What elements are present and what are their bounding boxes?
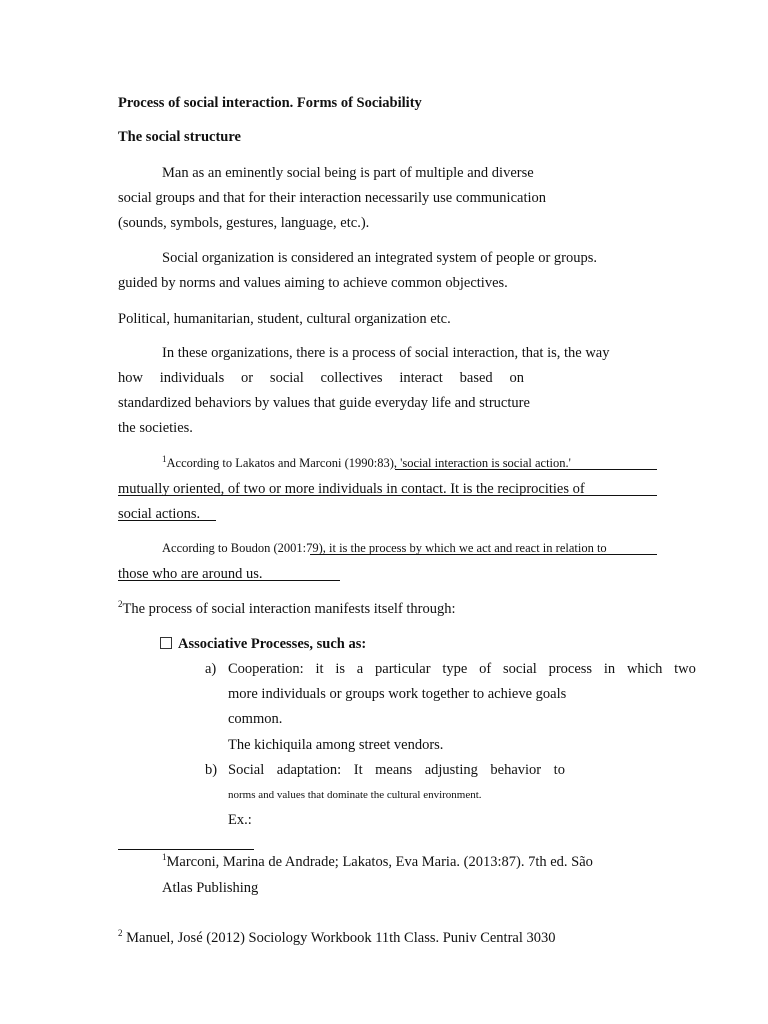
footnote-marker: 1 <box>162 453 167 464</box>
footnote-1-text: Marconi, Marina de Andrade; Lakatos, Eva Maria. (2013:87). 7th ed. São <box>166 854 593 870</box>
footnote-2 <box>118 929 556 947</box>
word: social <box>269 370 304 386</box>
word: in <box>603 661 616 677</box>
paragraph-3: Political, humanitarian, student, cultural organization etc. <box>118 311 451 327</box>
word: based <box>459 370 493 386</box>
paragraph-2-line-2: guided by norms and values aiming to achieve common objectives. <box>118 275 508 291</box>
word: interact <box>399 370 443 386</box>
quote-2-line-2: those who are around us. <box>118 566 263 582</box>
paragraph-2-line-1: Social organization is considered an integrated system of people or groups. <box>162 250 598 266</box>
quote-1-line-3: social actions. <box>118 506 201 522</box>
word: to <box>553 762 565 778</box>
underline <box>118 495 657 496</box>
word: is <box>335 661 346 677</box>
underline <box>395 469 657 470</box>
footnote-2-text: Manuel, José (2012) Sociology Workbook 11th Class. Puniv Central 3030 <box>126 930 556 946</box>
word: how <box>118 370 143 386</box>
document-title: Process of social interaction. Forms of Sociability <box>118 95 422 111</box>
item-b-line-1 <box>228 761 565 779</box>
paragraph-4-line-3: standardized behaviors by values that guide everyday life and structure <box>118 395 530 411</box>
section-heading: The social structure <box>118 129 241 145</box>
item-a-line-2: more individuals or groups work together to achieve goals <box>228 686 567 702</box>
footnote-1-line-2: Atlas Publishing <box>162 880 259 896</box>
word: adaptation: <box>276 762 342 778</box>
word: adjusting <box>424 762 478 778</box>
word: means <box>375 762 413 778</box>
underline <box>310 554 657 555</box>
word: on <box>509 370 524 386</box>
underline <box>118 580 340 581</box>
item-a-line-3: common. <box>228 711 283 727</box>
underline <box>118 520 216 521</box>
word: Social <box>228 762 265 778</box>
word: type <box>442 661 468 677</box>
footnote-separator <box>118 849 254 850</box>
footnote-marker: 2 <box>118 599 123 610</box>
checkbox-icon <box>160 637 172 649</box>
word: collectives <box>320 370 383 386</box>
paragraph-1-line-3: (sounds, symbols, gestures, language, etc.). <box>118 215 370 231</box>
paragraph-1-line-2: social groups and that for their interaction necessarily use communication <box>118 190 547 206</box>
quote-1-text: According to Lakatos and Marconi (1990:83), 'social interaction is social action.' <box>166 456 571 470</box>
item-a-line-1 <box>228 660 696 678</box>
paragraph-4-line-1: In these organizations, there is a process of social interaction, that is, the way <box>162 345 610 361</box>
word: Cooperation: <box>228 661 304 677</box>
quote-1-line-2: mutually oriented, of two or more individuals in contact. It is the reciprocities of <box>118 481 585 497</box>
word: it <box>315 661 324 677</box>
word: behavior <box>490 762 542 778</box>
paragraph-4-line-2 <box>118 369 524 387</box>
word: which <box>626 661 663 677</box>
word: a <box>356 661 364 677</box>
footnote-marker: 2 <box>118 928 123 939</box>
quote-2-line-1: According to Boudon (2001:79), it is the process by which we act and react in relation to <box>162 541 607 555</box>
paragraph-4-line-4: the societies. <box>118 420 193 436</box>
footnote-1-line-1 <box>162 853 593 871</box>
word: of <box>479 661 492 677</box>
footnote-marker: 1 <box>162 852 167 863</box>
list-marker-b: b) <box>205 762 218 778</box>
list-marker-a: a) <box>205 661 217 677</box>
paragraph-1-line-1: Man as an eminently social being is part of multiple and diverse <box>162 165 534 181</box>
word: two <box>674 661 696 677</box>
word: It <box>353 762 363 778</box>
word: individuals <box>159 370 225 386</box>
word: particular <box>375 661 431 677</box>
associative-heading-text: Associative Processes, such as: <box>178 636 367 652</box>
paragraph-5 <box>118 600 456 618</box>
item-a-example: The kichiquila among street vendors. <box>228 737 444 753</box>
item-b-example: Ex.: <box>228 812 252 828</box>
word: social <box>502 661 537 677</box>
paragraph-5-text: The process of social interaction manifests itself through: <box>122 601 456 617</box>
word: process <box>548 661 593 677</box>
item-b-line-2: norms and values that dominate the cultural environment. <box>228 789 482 801</box>
word: or <box>241 370 254 386</box>
associative-heading <box>160 635 366 653</box>
